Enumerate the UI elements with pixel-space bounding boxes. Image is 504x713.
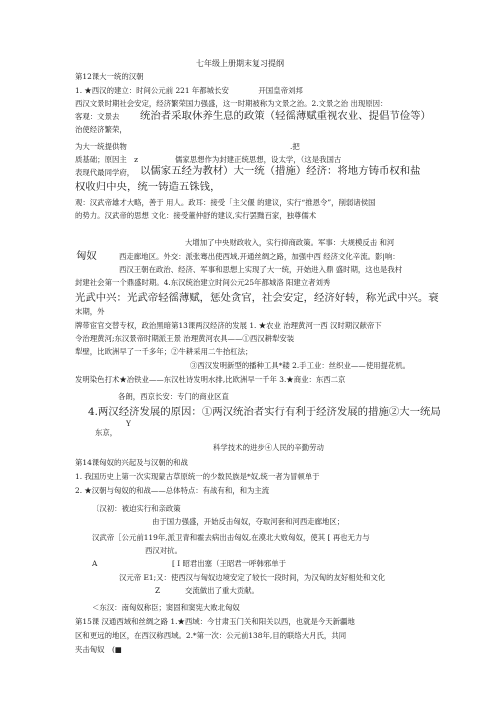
text-line: Z: [155, 586, 161, 595]
text-line: 西走廊地区。外交：派张骞出使西域,开通丝绸之路，加强中西 经济文化辛流。影|响：: [119, 252, 400, 261]
text-line: 末期，外: [75, 307, 105, 316]
text-line: 2. ★汉朝与匈奴的和战——总体特点：有战有和，和为主流: [75, 486, 270, 495]
text-line: Y: [126, 419, 131, 428]
text-line: 交流做出了重大贡献。: [185, 586, 259, 595]
text-line: 观：汉武帝雄才大略，善于 用人。政耳：接受「主父偃 的建议，实行“推恩令”，削弱诸侯国: [75, 198, 376, 207]
text-line: 东京，: [95, 428, 118, 437]
text-line: ＜东汉：南匈奴称臣；窦固和窦宪大败北匈奴: [92, 603, 240, 612]
text-line-large: 统治者采取休养生息的政策（轻徭薄赋重视农业、提倡节俭等）: [140, 110, 431, 122]
text-line-large: 匈奴: [76, 250, 97, 262]
lesson-12-heading: 第12课大一统的汉朝: [75, 72, 144, 81]
text-line: 犁壁，比欧洲早了一千多年；②牛耕采用二牛抬杠法；: [75, 347, 253, 356]
text-line: 汉元帝 E1;又：使西汉与匈奴边境安定了较长一段时间，为汉匈的友好相处和文化: [119, 573, 386, 582]
text-line: 西汉文景时期社会安定，经济繁荣国力强盛，这一时期被称为文景之治。2.文景之治 出现原因：: [75, 99, 388, 108]
text-line: 表现代最同学府，: [75, 168, 135, 177]
text-line: 客观：文景去: [75, 112, 120, 121]
text-line-large: 4.两汉经济发展的原因：①两汉统治者实行有利于经济发展的措施②大一统局: [88, 406, 441, 418]
text-line-large: 以儒家五经为教材）大一统（措施）经济：将地方铸币权和盐: [140, 165, 421, 177]
lesson-15-heading: 第15课 汉通西域和丝绸之路 1.★西域：今甘肃玉门关和阳关以西，也就是今天新疆地: [75, 617, 355, 626]
text-line: 1. ★西汉的建立：时间公元前 221 年都城长安 开国皇帝刘邦: [75, 86, 303, 95]
page-title: 七年级上册期末复习提纲: [196, 59, 284, 68]
text-line: 封建社会第一个鼎盛时期。4.东汉统治建立时间公元25年都城洛 阳建立者刘秀: [75, 278, 331, 287]
text-line: 夹击匈奴 (■: [75, 645, 122, 654]
text-line-large: 光武中兴：光武帝轻徭薄赋，惩处贪官，社会安定，经济好转，称光武中兴。衰: [75, 292, 439, 304]
lesson-14-heading: 第14课匈奴的兴起及与汉朝的和战: [75, 458, 188, 467]
text-line: ③西汉发明新型的播种工具*耧 2.手工业：丝织业——使用提花机。: [190, 361, 411, 370]
text-line: 科学技术的进步④人民的辛勤劳动: [213, 443, 324, 452]
text-line: [ I 昭君出塞（王昭君一呼韩邪单于: [172, 559, 286, 568]
text-line: 西汉对抗。: [145, 546, 182, 555]
text-line: 质基础；原因主 z 儒家思想作为封建正统思想，设太学，（这是我国古: [75, 155, 342, 164]
text-line: 由于国力强盛，开始反击匈奴，夺取河套和河西走廊地区；: [152, 517, 345, 526]
text-line: 区和更远的地区，在西汉称西域。2.*第一次：公元前138年,目的联络大月氏，共同: [75, 631, 347, 640]
text-line-large: 权收归中央，统一铸造五铢钱，: [75, 181, 221, 193]
text-line: 〔汉初：被迫实行和亲政策: [92, 504, 181, 513]
text-line: 发明染色打术★冶铁业——东汉杜诗发明水排,比欧洲早一千年 3.★商业：东西二京: [75, 375, 346, 384]
text-line: 1. 我国历史上第一次实现蒙古草原统一的少数民族是*奴,统一者为冒顿单于: [75, 472, 320, 481]
text-line: 的势力。汉武帝的思想 文化：接受董仲舒的建议,实行罢黜百家，独尊儒术: [75, 211, 317, 220]
text-line: 为大一统提供物: [75, 142, 127, 151]
text-line: 汉武帝［公元前119年,派卫青和霍去病出击匈奴,在漠北大败匈奴，使其 [ 再也无力与: [92, 533, 370, 542]
text-line: 治使经济繁荣，: [75, 125, 127, 134]
text-line: 牌带宦官交替专权，政治黑暗第13课两汉经济的发展 1. ★农业 治理黄河一西 汉时期汉献帝下: [75, 321, 382, 330]
text-line: 西汉王朝在政治、经济、军事和思想上实现了大一统，开始进入鼎 盛时期，这也是我村: [119, 265, 403, 274]
text-line: 大增加了中央财政收入，实行抑商政策。军事：大规模反击 和河: [185, 238, 395, 247]
text-line: A: [92, 559, 98, 568]
text-line: 各朗，西京长安：专门的商业区直: [118, 392, 229, 401]
text-line: 令治理黄河;东汉景帝时期派王景 治理黄河农具——①西汉耕犁安装: [75, 334, 295, 343]
text-line: .把: [290, 142, 300, 151]
